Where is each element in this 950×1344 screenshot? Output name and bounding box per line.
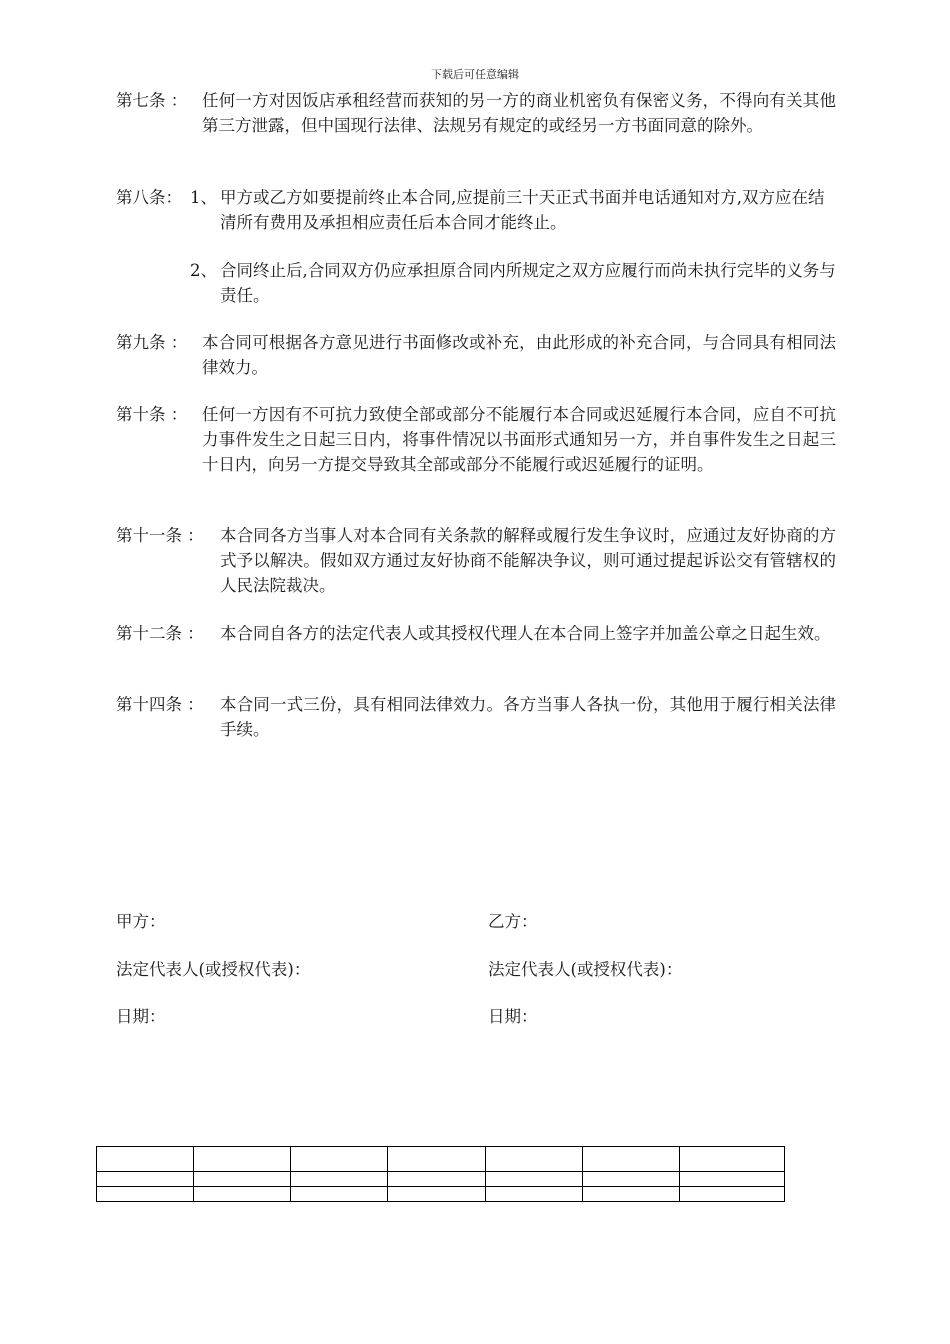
article-7 [116,88,836,138]
table-cell [291,1172,388,1187]
table-cell [388,1187,485,1202]
table-cell [194,1147,291,1172]
table-cell [194,1172,291,1187]
table-cell [291,1147,388,1172]
item-text: 甲方或乙方如要提前终止本合同,应提前三十天正式书面并电话通知对方,双方应在结清所有费用及承担相应责任后本合同才能终止。 [220,188,825,232]
table-cell [582,1172,679,1187]
article-text: 本合同一式三份，具有相同法律效力。各方当事人各执一份，其他用于履行相关法律手续。 [220,695,836,739]
blank-table [96,1146,785,1202]
table-cell [680,1187,785,1202]
table-cell [485,1172,582,1187]
article-text: 任何一方对因饭店承租经营而获知的另一方的商业机密负有保密义务，不得向有关其他第三方泄露，但中国现行法律、法规另有规定的或经另一方书面同意的除外。 [202,91,836,135]
article-label: 第十一条 ： [116,526,204,545]
table-row [97,1187,785,1202]
page-header: 下载后可任意编辑 [431,68,519,81]
table-cell [680,1172,785,1187]
table-cell [291,1187,388,1202]
article-label: 第八条： [116,188,182,207]
item-number: 1、 [190,188,217,207]
article-14 [116,692,836,742]
table-cell [97,1172,194,1187]
table-cell [388,1147,485,1172]
table-row [97,1147,785,1172]
party-a-representative: 法定代表人(或授权代表)： [116,960,311,979]
article-label: 第七条 ： [116,91,188,110]
table-cell [485,1147,582,1172]
article-8-item-2 [190,258,836,308]
item-text: 合同终止后,合同双方仍应承担原合同内所规定之双方应履行而尚未执行完毕的义务与责任。 [220,261,836,305]
article-label: 第九条 ： [116,333,188,352]
party-a-date: 日期： [116,1007,166,1026]
article-8-item-1 [190,185,836,235]
table-row [97,1172,785,1187]
article-label: 第十条 ： [116,405,188,424]
article-label: 第十二条 ： [116,624,204,643]
article-text: 本合同自各方的法定代表人或其授权代理人在本合同上签字并加盖公章之日起生效。 [220,624,831,643]
article-text: 本合同可根据各方意见进行书面修改或补充，由此形成的补充合同，与合同具有相同法律效力。 [202,333,836,377]
article-11 [116,523,836,598]
item-number: 2、 [190,261,217,280]
table-cell [680,1147,785,1172]
article-10 [116,402,836,477]
table-cell [582,1187,679,1202]
table-cell [97,1147,194,1172]
table-cell [194,1187,291,1202]
table-cell [388,1172,485,1187]
article-12 [116,621,836,646]
article-label: 第十四条 ： [116,695,204,714]
table-cell [582,1147,679,1172]
party-b-representative: 法定代表人(或授权代表)： [488,960,683,979]
table-cell [97,1187,194,1202]
article-9 [116,330,836,380]
table-cell [485,1187,582,1202]
party-b-label: 乙方： [488,912,538,931]
party-b-date: 日期： [488,1007,538,1026]
article-text: 任何一方因有不可抗力致使全部或部分不能履行本合同或迟延履行本合同，应自不可抗力事件发生之日起三日内，将事件情况以书面形式通知另一方，并自事件发生之日起三十日内，向另一方提交导致其全部或部分不能履行或迟延履行的证明。 [202,405,836,474]
party-a-label: 甲方： [116,912,166,931]
article-text: 本合同各方当事人对本合同有关条款的解释或履行发生争议时，应通过友好协商的方式予以解决。假如双方通过友好协商不能解决争议，则可通过提起诉讼交有管辖权的人民法院裁决。 [220,526,836,595]
